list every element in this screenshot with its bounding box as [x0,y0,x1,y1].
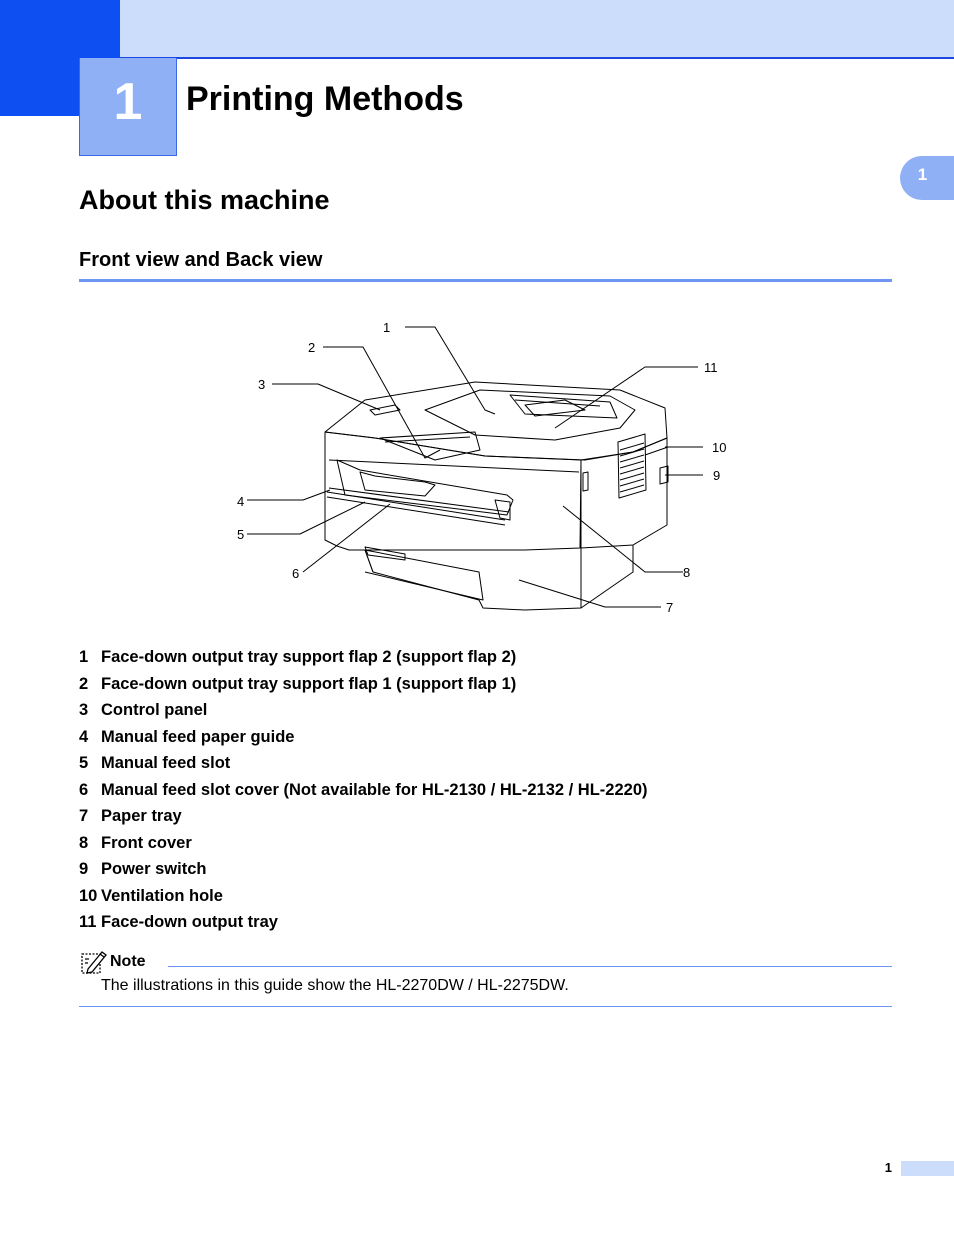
legend-label: Power switch [101,860,207,878]
note-text: The illustrations in this guide show the HL-2270DW / HL-2275DW. [101,977,569,994]
page-number-tab [901,1161,954,1176]
section-heading: About this machine [79,185,330,215]
legend-number: 5 [79,754,89,772]
printer-diagram [225,310,745,630]
callout-1: 1 [383,320,391,335]
callout-3: 3 [258,377,266,392]
side-chapter-tab-number: 1 [917,165,928,184]
note-pencil-icon [80,949,108,975]
header-band [120,0,954,58]
legend-number: 8 [79,834,89,852]
printer-body-outline [325,432,581,550]
legend-label: Front cover [101,834,192,852]
chapter-number: 1 [113,73,143,131]
callout-11: 11 [704,360,718,375]
callout-9: 9 [713,468,721,483]
legend-label: Face-down output tray [101,913,278,931]
note-bottom-rule [79,1006,892,1007]
page-number: 1 [884,1160,892,1175]
legend-label: Manual feed slot cover (Not available for HL-2130 / HL-2132 / HL-2220) [101,781,648,799]
legend-label: Control panel [101,701,208,719]
subsection-heading: Front view and Back view [79,249,323,271]
legend-label: Face-down output tray support flap 2 (support flap 2) [101,648,517,666]
note-label: Note [110,953,146,970]
legend-number: 7 [79,807,89,825]
legend-number: 9 [79,860,89,878]
legend-label: Manual feed paper guide [101,728,295,746]
legend-number: 2 [79,675,89,693]
printer-top-outline [325,382,667,460]
legend-label: Face-down output tray support flap 1 (support flap 1) [101,675,517,693]
legend-label: Paper tray [101,807,182,825]
legend-label: Manual feed slot [101,754,231,772]
chapter-title: Printing Methods [186,80,464,118]
callout-5: 5 [237,527,245,542]
note-top-rule [168,966,892,967]
callout-4: 4 [237,494,245,509]
legend-number: 6 [79,781,89,799]
legend-number: 4 [79,728,89,746]
subsection-rule [79,279,892,282]
legend-label: Ventilation hole [101,887,223,905]
legend-number: 1 [79,648,89,666]
callout-10: 10 [712,440,727,455]
callout-7: 7 [666,600,674,615]
callout-8: 8 [683,565,691,580]
callout-2: 2 [308,340,316,355]
legend-number: 3 [79,701,89,719]
header-band-rule [120,57,954,59]
legend-number: 11 [79,913,97,931]
legend-number: 10 [79,887,98,905]
callout-6: 6 [292,566,300,581]
